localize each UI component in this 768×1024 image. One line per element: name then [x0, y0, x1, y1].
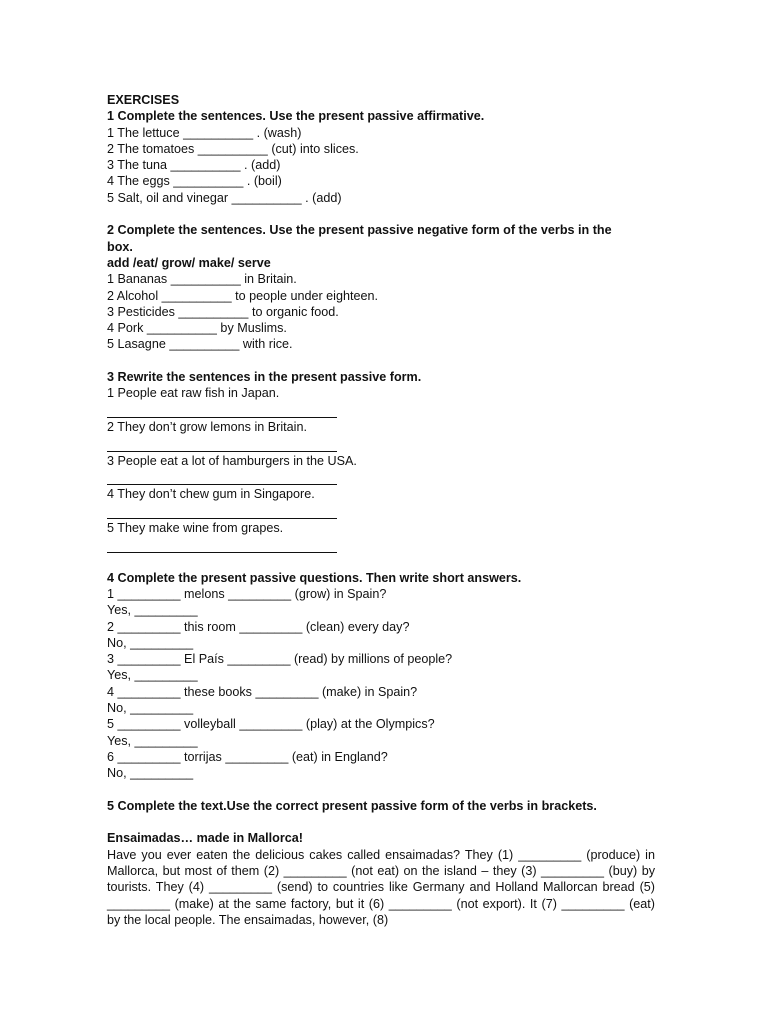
answer-line	[107, 469, 337, 486]
exercise-2-item: 3 Pesticides __________ to organic food.	[107, 304, 339, 319]
exercise-4-question: 3 _________ El País _________ (read) by millions of people?	[107, 652, 453, 667]
exercise-4-title: 4 Complete the present passive questions. Then write short answers.	[107, 570, 522, 585]
exercise-4-question: 5 _________ volleyball _________ (play) at the Olympics?	[107, 717, 435, 732]
answer-line	[107, 402, 337, 419]
exercise-1-item: 4 The eggs __________ . (boil)	[107, 174, 282, 189]
exercise-3-item: 1 People eat raw fish in Japan.	[107, 386, 280, 401]
exercise-4-answer: No, _________	[107, 635, 194, 650]
exercise-3-item: 3 People eat a lot of hamburgers in the USA.	[107, 453, 357, 468]
spacer	[107, 206, 663, 222]
exercise-4-answer: No, _________	[107, 766, 194, 781]
spacer	[107, 781, 663, 797]
exercise-1-title: 1 Complete the sentences. Use the present passive affirmative.	[107, 109, 485, 124]
exercise-5	[107, 798, 663, 928]
exercise-4-answer: No, _________	[107, 700, 194, 715]
worksheet-content	[107, 92, 663, 928]
exercise-1-item: 1 The lettuce __________ . (wash)	[107, 125, 302, 140]
exercise-2-title-continued: box.	[107, 239, 133, 254]
exercise-5-text: Have you ever eaten the delicious cakes called ensaimadas? They (1) _________ (produce) in Mallorca, but most of them (2) _________ (not eat) on the island – they (3) _________ (buy) by tourists. They (4) _________ (send) to countries like Germany and Holland Mallorcan bread (5) _________ (make) at the same factory, but it (6) _________ (not export). It (7) _________ (eat) by the local people. The ensaimadas, however, (8)	[107, 847, 655, 927]
exercise-4-question: 1 _________ melons _________ (grow) in Spain?	[107, 586, 387, 601]
exercise-2-title: 2 Complete the sentences. Use the present passive negative form of the verbs in the	[107, 223, 612, 238]
exercise-5-subtitle: Ensaimadas… made in Mallorca!	[107, 831, 303, 846]
exercise-4-question: 2 _________ this room _________ (clean) every day?	[107, 619, 410, 634]
exercise-1-item: 3 The tuna __________ . (add)	[107, 158, 281, 173]
exercise-3	[107, 369, 663, 552]
answer-line	[107, 536, 337, 553]
exercise-2	[107, 222, 663, 352]
answer-line	[107, 435, 337, 452]
exercise-5-title: 5 Complete the text.Use the correct present passive form of the verbs in brackets.	[107, 798, 597, 813]
exercise-4-question: 4 _________ these books _________ (make) in Spain?	[107, 684, 418, 699]
exercise-2-item: 2 Alcohol __________ to people under eighteen.	[107, 288, 378, 303]
exercise-2-item: 4 Pork __________ by Muslims.	[107, 321, 287, 336]
exercise-2-item: 5 Lasagne __________ with rice.	[107, 337, 293, 352]
exercise-4-answer: Yes, _________	[107, 603, 198, 618]
exercise-4-answer: Yes, _________	[107, 668, 198, 683]
spacer	[107, 814, 663, 830]
exercise-4-question: 6 _________ torrijas _________ (eat) in England?	[107, 749, 388, 764]
exercise-1-item: 2 The tomatoes __________ (cut) into slices.	[107, 141, 359, 156]
exercise-4	[107, 570, 663, 782]
exercise-3-title: 3 Rewrite the sentences in the present passive form.	[107, 370, 422, 385]
exercise-1-item: 5 Salt, oil and vinegar __________ . (add)	[107, 190, 342, 205]
exercise-3-item: 2 They don’t grow lemons in Britain.	[107, 419, 307, 434]
spacer	[107, 553, 663, 569]
spacer	[107, 353, 663, 369]
worksheet-heading: EXERCISES	[107, 93, 180, 107]
exercise-3-item: 5 They make wine from grapes.	[107, 520, 284, 535]
exercise-2-word-box: add /eat/ grow/ make/ serve	[107, 255, 271, 270]
answer-line	[107, 502, 337, 519]
exercise-3-item: 4 They don’t chew gum in Singapore.	[107, 487, 315, 502]
exercise-4-answer: Yes, _________	[107, 733, 198, 748]
exercise-2-item: 1 Bananas __________ in Britain.	[107, 272, 297, 287]
exercise-1	[107, 108, 663, 206]
